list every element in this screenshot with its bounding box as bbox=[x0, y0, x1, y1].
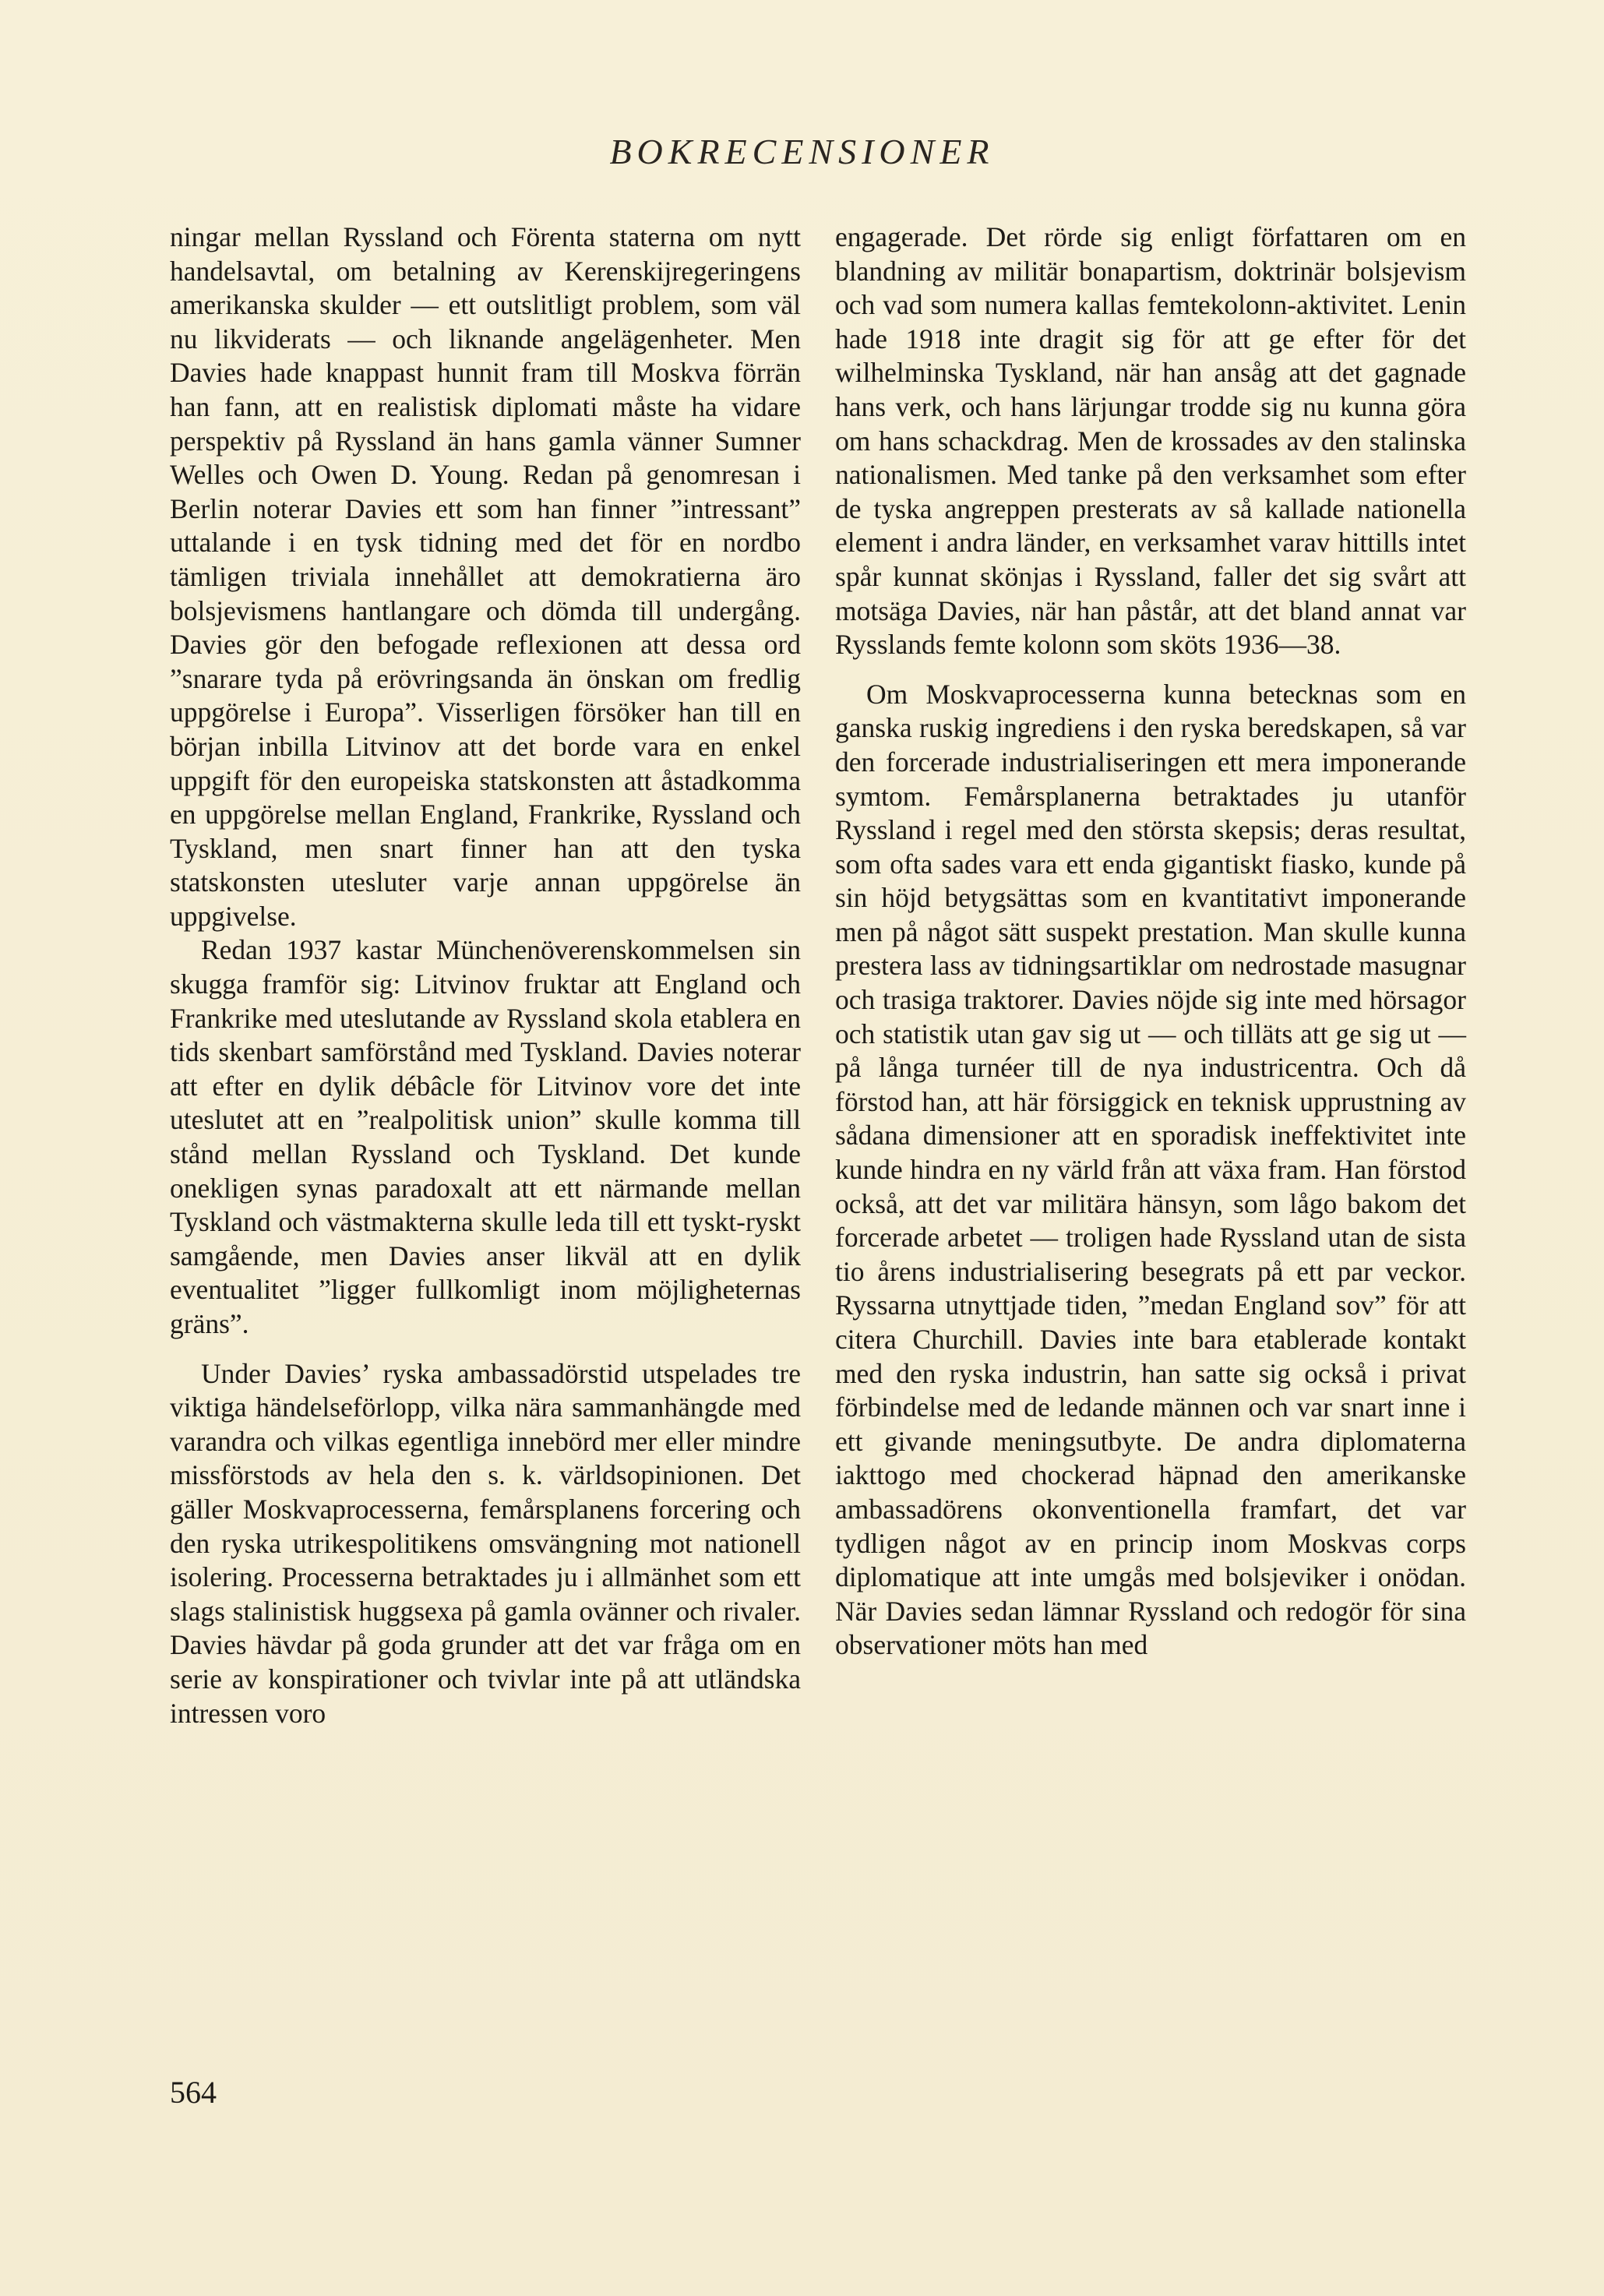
paragraph: Om Moskvaprocesserna kunna betecknas som en ganska ruskig ingrediens i den ryska beredskapen, så var den forcerade industrialiseringen ett mera imponerande symtom. Femårsplanerna betraktades ju utanför Ryssland i regel med den största skepsis; deras resultat, som ofta sades vara ett enda gigantiskt fiasko, kunde på sin höjd betygsättas som en kvantitativt imponerande men på något sätt suspekt prestation. Man skulle kunna prestera lass av tidningsartiklar om nedrostade masugnar och trasiga traktorer. Davies nöjde sig inte med hörsagor och statistik utan gav sig ut — och tilläts att ge sig ut — på långa turnéer till de nya industricentra. Och då förstod han, att här försiggick en teknisk upprustning av sådana dimensioner att en sporadisk ineffektivitet inte kunde hindra en ny värld från att växa fram. Han förstod också, att det var militära hänsyn, som lågo bakom det forcerade arbetet — troligen hade Ryssland utan de sista tio årens industrialisering besegrats på ett par veckor. Ryssarna utnyttjade tiden, ”medan England sov” för att citera Churchill. Davies inte bara etablerade kontakt med den ryska industrin, han satte sig också i privat förbindelse med de ledande männen och var snart inne i ett givande meningsutbyte. De andra diplomaterna iakttogo med chockerad häpnad den amerikanske ambassadörens okonventionella framfart, det var tydligen något av en princip inom Moskvas corps diplomatique att inte umgås med bolsjeviker i onödan. När Davies sedan lämnar Ryssland och redogör för sina observationer möts han med bbox=[835, 678, 1466, 1661]
paragraph: ningar mellan Ryssland och Förenta staterna om nytt handelsavtal, om betalning av Kerenskijregeringens amerikanska skulder — ett outslitligt problem, som väl nu likviderats — och liknande angelägenheter. Men Davies hade knappast hunnit fram till Moskva förrän han fann, att en realistisk diplomati måste ha vidare perspektiv på Ryssland än hans gamla vänner Sumner Welles och Owen D. Young. Redan på genomresan i Berlin noterar Davies ett som han finner ”intressant” uttalande i en tysk tidning med det för en nordbo tämligen triviala innehållet att demokratierna äro bolsjevismens hantlangare och dömda till undergång. Davies gör den befogade reflexionen att dessa ord ”snarare tyda på erövringsanda än önskan om fredlig uppgörelse i Europa”. Visserligen försöker han till en början inbilla Litvinov att det borde vara en enkel uppgift för den europeiska statskonsten att åstadkomma en uppgörelse mellan England, Frankrike, Ryssland och Tyskland, men snart finner han att den tyska statskonsten utesluter varje annan uppgörelse än uppgivelse. bbox=[170, 221, 801, 932]
running-header: BOKRECENSIONER bbox=[609, 132, 995, 171]
left-column bbox=[170, 220, 801, 1730]
page-number: 564 bbox=[170, 2075, 217, 2110]
right-column bbox=[835, 220, 1466, 1663]
paragraph: engagerade. Det rörde sig enligt författaren om en blandning av militär bonapartism, doktrinär bolsjevism och vad som numera kallas femtekolonn-aktivitet. Lenin hade 1918 inte dragit sig för att ge efter för det wilhelminska Tyskland, när han ansåg att det gagnade hans verk, och hans lärjungar trodde sig nu kunna göra om hans schackdrag. Men de krossades av den stalinska nationalismen. Med tanke på den verksamhet som efter de tyska angreppen presterats av så kallade nationella element i andra länder, en verksamhet varav hittills intet spår kunnat skönjas i Ryssland, faller det sig svårt att motsäga Davies, när han påstår, att det bland annat var Rysslands femte kolonn som sköts 1936—38. bbox=[835, 221, 1466, 661]
paragraph: Under Davies’ ryska ambassadörstid utspelades tre viktiga händelseförlopp, vilka nära sammanhängde med varandra och vilkas egentliga innebörd mer eller mindre missförstods av hela den s. k. världsopinionen. Det gäller Moskvaprocesserna, femårsplanens forcering och den ryska utrikespolitikens omsvängning mot nationell isolering. Processerna betraktades ju i allmänhet som ett slags stalinistisk huggsexa på gamla ovänner och rivaler. Davies hävdar på goda grunder att det var fråga om en serie av konspirationer och tvivlar inte på att utländska intressen voro bbox=[170, 1357, 801, 1729]
paragraph: Redan 1937 kastar Münchenöverenskommelsen sin skugga framför sig: Litvinov fruktar att England och Frankrike med uteslutande av Ryssland skola etablera en tids skenbart samförstånd med Tyskland. Davies noterar att efter en dylik débâcle för Litvinov vore det inte uteslutet att en ”realpolitisk union” skulle komma till stånd mellan Ryssland och Tyskland. Det kunde onekligen synas paradoxalt att ett närmande mellan Tyskland och västmakterna skulle leda till ett tyskt-ryskt samgående, men Davies anser likväl att en dylik eventualitet ”ligger fullkomligt inom möjligheternas gräns”. bbox=[170, 934, 801, 1339]
